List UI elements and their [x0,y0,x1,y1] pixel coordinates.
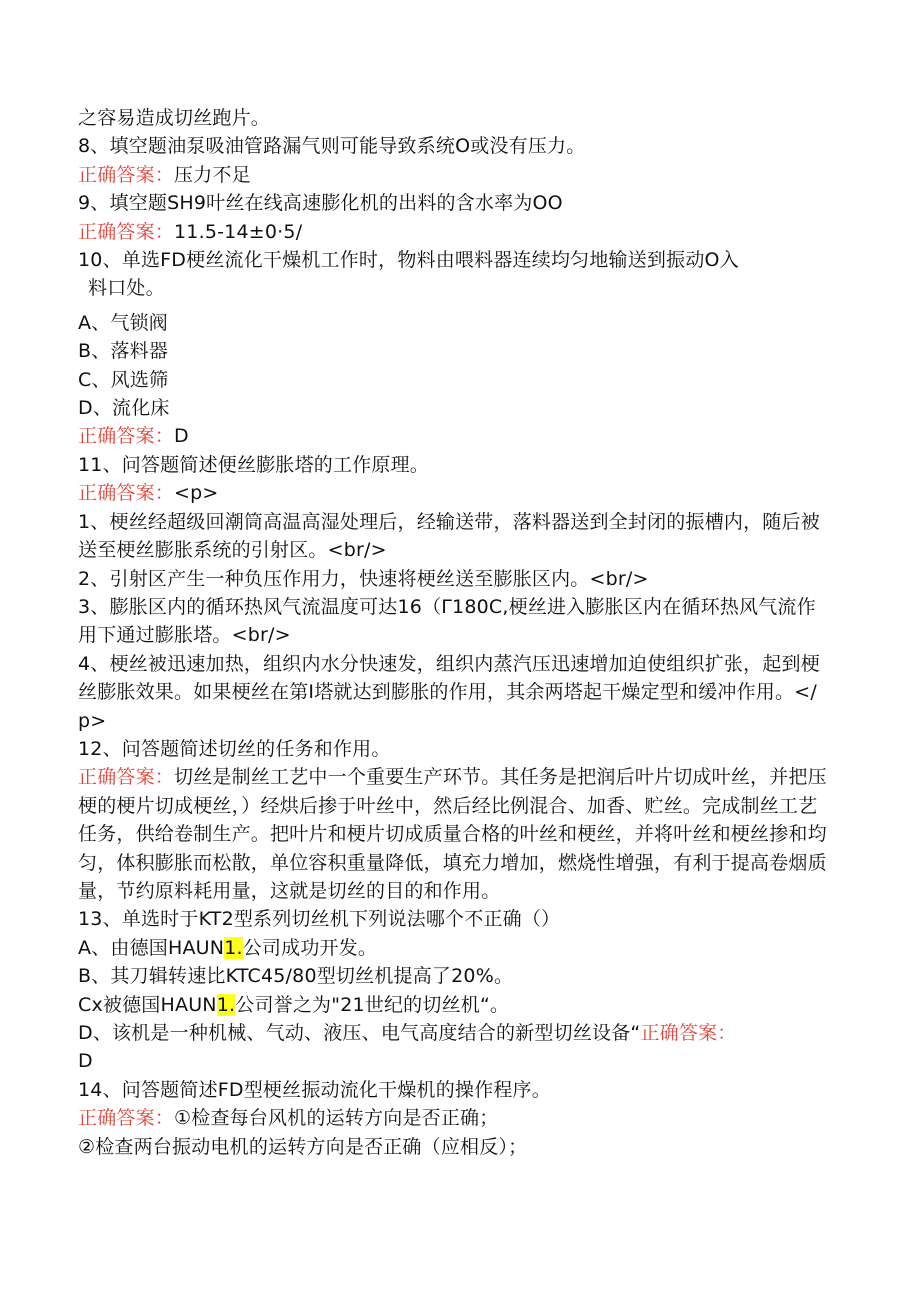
document-page [78,104,828,1161]
question-10: 10、单选FD梗丝流化干燥机工作时，物料由喂料器连续均匀地输送到振动O入 [78,249,739,272]
answer-14 [78,1104,828,1132]
answer-label: 正确答案： [78,163,175,186]
question-9: 9、填空题SH9叶丝在线高速膨化机的出料的含水率为OO [78,192,563,215]
question-10-cont: 料口处。 [88,277,165,300]
option-a: A、气锁阀 [78,311,168,334]
answer-12 [78,763,828,905]
paragraph: 2、引射区产生一种负压作用力，快速将梗丝送至膨胀区内。<br/> [78,567,649,590]
answer-10 [78,422,828,450]
question-13: 13、单选时于KT2型系列切丝机下列说法哪个不正确（） [78,908,561,931]
answer-text: D [174,425,189,448]
answer-label: 正确答案： [640,1022,737,1044]
option-c: C、风选筛 [78,368,169,391]
question-14: 14、问答题简述FD型梗丝振动流化干燥机的操作程序。 [78,1078,551,1101]
highlight-mark: 1. [224,936,243,959]
answer-text: ①检查每台风机的运转方向是否正确； [174,1107,499,1130]
option-c: Cx被德国HAUN1.公司誉之为"21世纪的切丝机“。 [78,993,510,1016]
option-d: D、该机是一种机械、气动、液压、电气高度结合的新型切丝设备“正确答案： [78,1022,737,1044]
answer-text: <p> [174,482,219,505]
option-b: B、落料器 [78,340,169,363]
paragraph: 1、梗丝经超级回潮筒高温高湿处理后，经输送带，落料器送到全封闭的振槽内，随后被送至梗丝膨胀系统的引射区。<br/> [78,510,820,562]
text-line: 之容易造成切丝跑片。 [78,107,271,129]
question-11: 11、问答题简述便丝膨胀塔的工作原理。 [78,453,429,476]
answer-label: 正确答案： [78,766,175,789]
answer-8 [78,161,828,189]
answer-text: 压力不足 [174,163,251,186]
answer-14-cont: ②检查两台振动电机的运转方向是否正确（应相反）； [78,1135,528,1158]
answer-text: 切丝是制丝工艺中一个重要生产环节。其任务是把润后叶片切成叶丝，并把压梗的梗片切成梗丝，）经烘后掺于叶丝中，然后经比例混合、加香、贮丝。完成制丝工艺任务，供给卷制生产。把叶片和梗片切成质量合格的叶丝和梗丝，并将叶丝和梗丝掺和均匀，体积膨胀而松散，单位容积重量降低，填充力增加，燃烧性增强，有利于提高卷烟质量，节约原料耗用量，这就是切丝的目的和作用。 [78,766,827,902]
answer-label: 正确答案： [78,1107,175,1130]
answer-label: 正确答案： [78,220,175,243]
paragraph: 3、膨胀区内的循环热风气流温度可达16（Γ180C,梗丝进入膨胀区内在循环热风气流作用下通过膨胀塔。<br/> [78,595,816,647]
answer-label: 正确答案： [78,425,175,448]
answer-13: D [78,1050,93,1073]
option-b: B、其刀辑转速比KTC45/80型切丝机提高了20%。 [78,965,514,988]
highlight-mark: 1. [216,993,236,1016]
answer-9 [78,218,828,246]
answer-text: 11.5-14±0·5/ [174,220,303,243]
question-8: 8、填空题油泵吸油管路漏气则可能导致系统O或没有压力。 [78,135,586,158]
question-12: 12、问答题简述切丝的任务和作用。 [78,737,391,760]
answer-11 [78,479,828,507]
paragraph: 4、梗丝被迅速加热，组织内水分快速发，组织内蒸汽压迅速增加迫使组织扩张，起到梗丝膨胀效果。如果梗丝在第I塔就达到膨胀的作用，其余两塔起干燥定型和缓冲作用。</p> [78,652,820,732]
option-d: D、流化床 [78,397,170,420]
answer-label: 正确答案： [78,482,175,505]
option-a: A、由德国HAUN1.公司成功开发。 [78,936,378,959]
